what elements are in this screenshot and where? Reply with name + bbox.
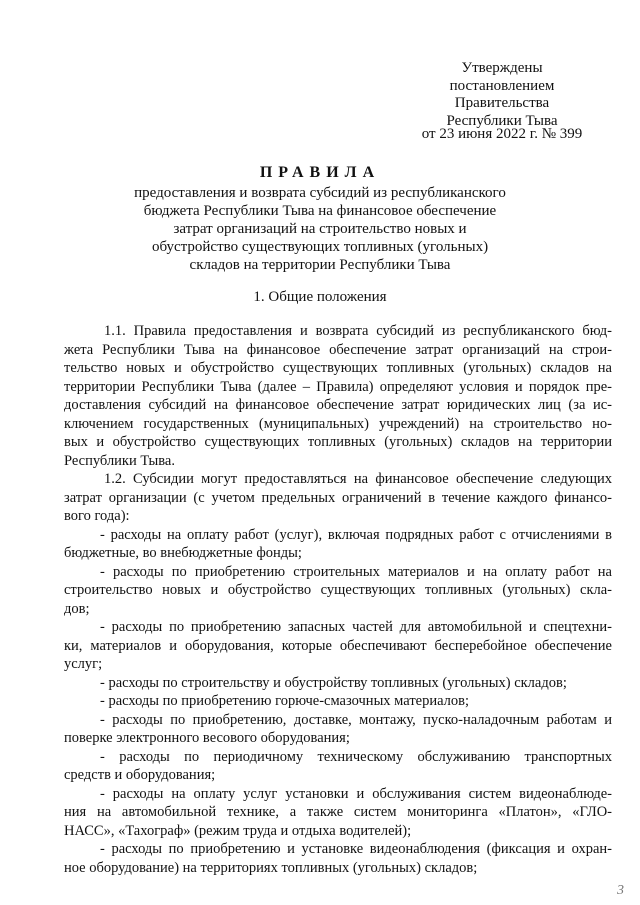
body-line: вых и обустройство существующих топливных (угольных) складов на территории [64,434,612,450]
body-line: Республики Тыва. [64,452,175,469]
subtitle-line: бюджета Республики Тыва на финансовое обеспечение [143,203,497,219]
body-line: - расходы по периодичному техническому обслуживанию транспортных [100,748,612,765]
approval-date: от 23 июня 2022 г. № 399 [421,126,583,142]
body-line: дов; [64,600,90,617]
subtitle-line: складов на территории Республики Тыва [189,257,451,273]
body-line: строительство новых и обустройство существующих топливных (угольных) скла- [64,582,612,598]
body-line: - расходы по приобретению и установке видеонаблюдения (фиксация и охран- [100,841,612,857]
subtitle-line: предоставления и возврата субсидий из республиканского [134,185,506,201]
document-subtitle [110,184,530,274]
body-line: жета Республики Тыва на финансовое обеспечение затрат организаций на строи- [64,341,612,358]
body-line: ния на автомобильной технике, а также систем мониторинга «Платон», «ГЛО- [64,804,612,820]
body-line: вого года): [64,508,130,524]
approval-line-1: Утверждены [461,60,543,76]
body-line: ключением государственных (муниципальных) учреждений) на строительство но- [64,415,612,432]
page-number: 3 [617,883,624,898]
body-line: затрат организации (с учетом предельных ограничений в течение каждого финансо- [64,489,612,506]
body-line: ки, материалов и оборудования, которые обеспечивают бесперебойное обеспечение [64,637,612,654]
approval-line-2: постановлением Правительства [449,77,555,111]
approval-block [404,60,600,130]
body-line: средств и оборудования; [64,767,216,783]
body-line: бюджетные, во внебюджетные фонды; [64,545,302,561]
body-text [64,322,612,877]
body-line: - расходы по строительству и обустройству топливных (угольных) складов; [100,674,567,691]
document-title: ПРАВИЛА [259,164,381,181]
section-heading: 1. Общие положения [253,289,387,305]
body-line: тельство новых и обустройство существующих топливных (угольных) складов на [64,360,612,376]
body-line: услуг; [64,656,103,672]
subtitle-line: затрат организаций на строительство новых и [173,221,467,237]
body-line: 1.1. Правила предоставления и возврата субсидий из республиканского бюд- [104,323,612,339]
body-line: - расходы по приобретению, доставке, монтажу, пуско-наладочным работам и [100,711,612,728]
body-line: - расходы по приобретению запасных частей для автомобильной и спецтехни- [100,619,612,635]
body-line: доставления субсидий на финансовое обеспечение затрат юридических лиц (за ис- [64,397,612,413]
body-line: территории Республики Тыва (далее – Правила) определяют условия и порядок пре- [64,378,612,395]
subtitle-line: обустройство существующих топливных (угольных) [151,239,489,255]
body-line: - расходы по приобретению горюче-смазочных материалов; [100,693,470,709]
body-line: НАСС», «Тахограф» (режим труда и отдыха водителей); [64,822,412,839]
body-line: - расходы на оплату услуг установки и обслуживания систем видеонаблюде- [100,785,612,802]
body-line: - расходы по приобретению строительных материалов и на оплату работ на [100,563,612,580]
body-line: - расходы на оплату работ (услуг), включая подрядных работ с отчислениями в [100,526,612,543]
body-line: ное оборудование) на территориях топливных (угольных) складов; [64,859,478,876]
body-line: поверке электронного весового оборудования; [64,730,350,746]
body-line: 1.2. Субсидии могут предоставляться на финансовое обеспечение следующих [104,471,612,487]
approval-line-3: Республики Тыва [446,112,558,129]
